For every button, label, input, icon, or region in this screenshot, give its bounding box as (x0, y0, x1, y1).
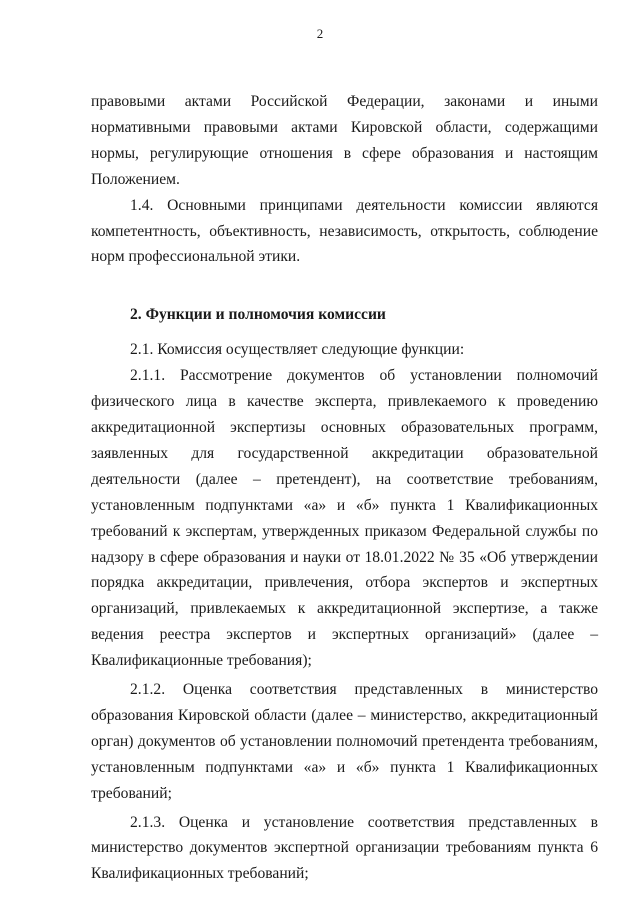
paragraph-continuation: правовыми актами Российской Федерации, законами и иными нормативными правовыми актами Кировской области, содержащими нормы, регулирующие отношения в сфере образования и настоящим Положением. (91, 93, 598, 188)
paragraph-2-1-3: 2.1.3. Оценка и установление соответствия представленных в министерство документов экспертной организации требованиям пункта 6 Квалификационных требований; (91, 813, 598, 883)
paragraph-2-1-2: 2.1.2. Оценка соответствия представленных в министерство образования Кировской области (далее – министерство, аккредитационный орган) документов об установлении полномочий претендента требованиям, установленным подпунктами «а» и «б» пункта 1 Квалификационных требований; (91, 681, 598, 802)
paragraph-2-1: 2.1. Комиссия осуществляет следующие функции: (130, 341, 465, 359)
document-body (91, 89, 598, 887)
paragraph-1-4: 1.4. Основными принципами деятельности комиссии являются компетентность, объективность, независимость, открытость, соблюдение норм профессиональной этики. (91, 196, 598, 266)
page-number: 2 (316, 26, 324, 41)
paragraph-2-1-1: 2.1.1. Рассмотрение документов об установлении полномочий физического лица в качестве эксперта, привлекаемого к проведению аккредитационной экспертизы основных образовательных программ, заявленных для государственной аккредитации образовательной деятельности (далее – претендент), на соответствие требованиям, установленным подпунктами «а» и «б» пункта 1 Квалификационных требований к экспертам, утвержденных приказом Федеральной службы по надзору в сфере образования и науки от 18.01.2022 № 35 «Об утверждении порядка аккредитации, привлечения, отбора экспертов и экспертных организаций, привлекаемых к аккредитационной экспертизе, а также ведения реестра экспертов и экспертных организаций» (далее – Квалификационные требования); (91, 367, 598, 670)
section-heading-2: 2. Функции и полномочия комиссии (130, 306, 386, 324)
